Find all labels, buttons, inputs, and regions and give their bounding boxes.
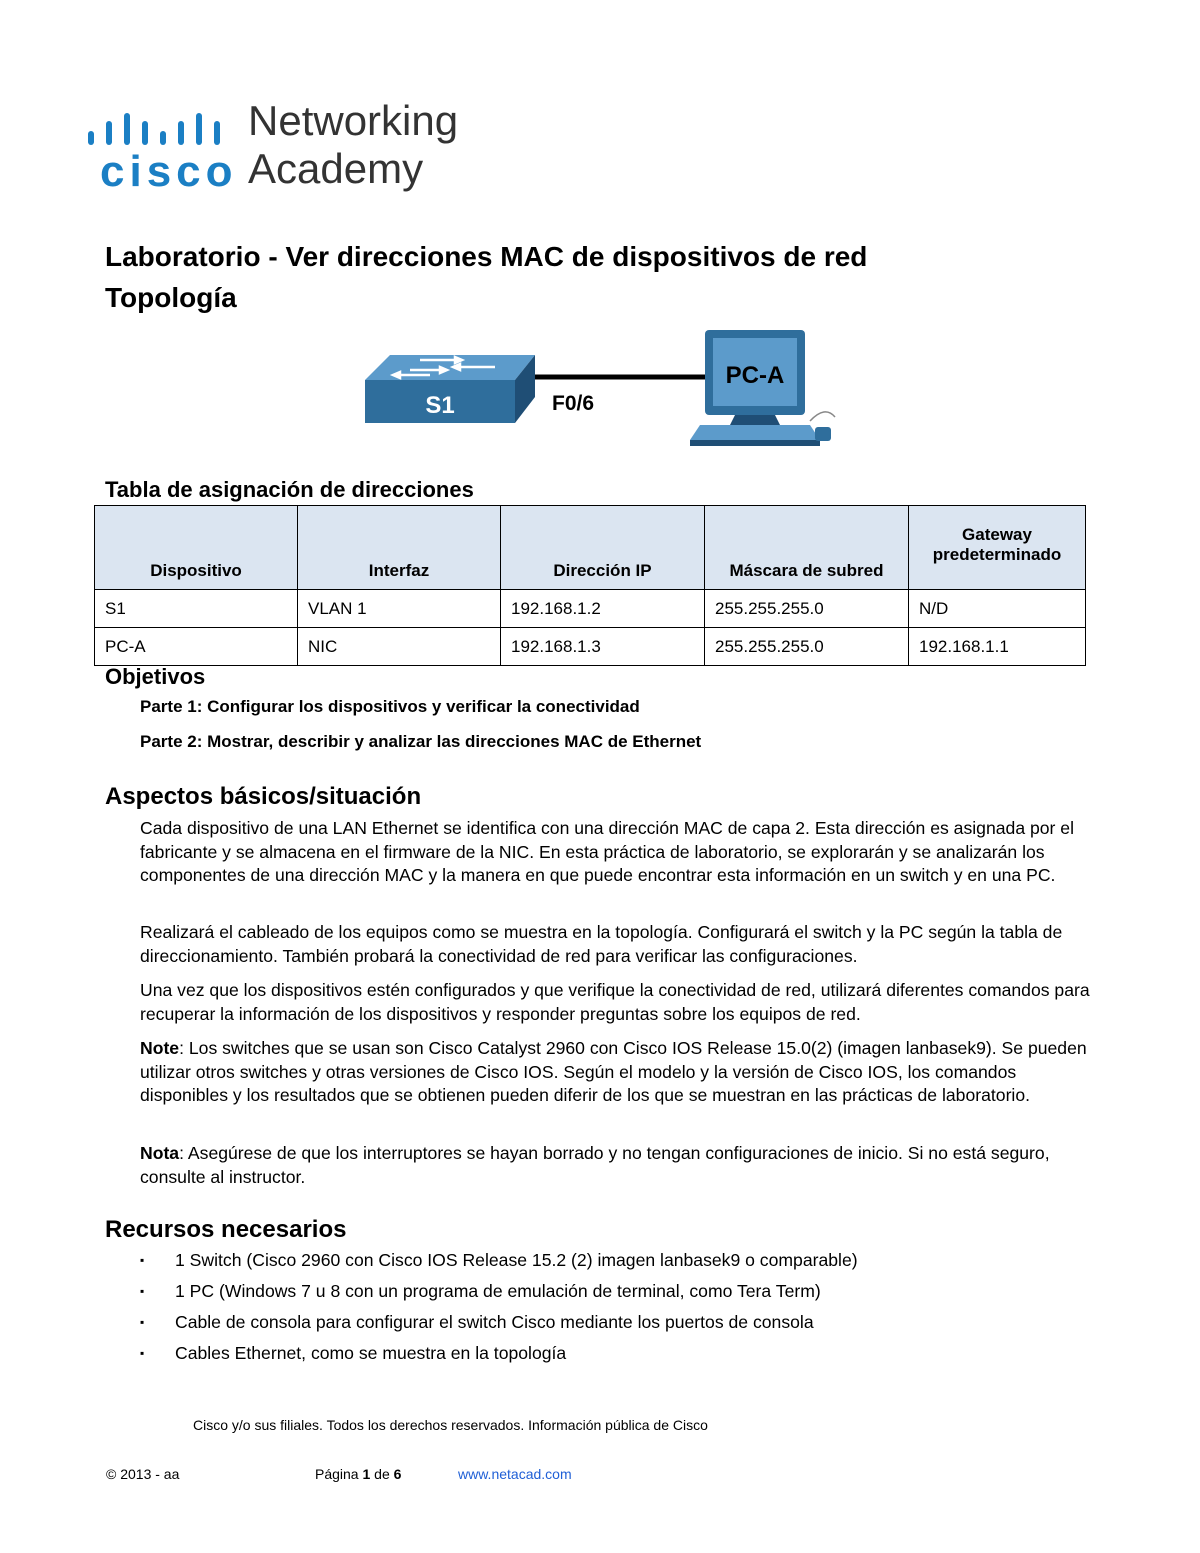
bullet-icon: ▪ — [140, 1315, 145, 1329]
background-paragraph-3: Una vez que los dispositivos estén configurados y que verifique la conectividad de red, utilizará diferentes comandos para recuperar la información de los dispositivos y responder preguntas sobre los equipos de red. — [140, 980, 1090, 1024]
topology-heading: Topología — [105, 282, 237, 313]
objective-item: Parte 1: Configurar los dispositivos y verificar la conectividad — [140, 697, 640, 716]
objectives-heading: Objetivos — [105, 664, 206, 689]
note-text: : Asegúrese de que los interruptores se hayan borrado y no tengan configuraciones de inicio. Si no está seguro, consulte al instructor. — [140, 1143, 1050, 1187]
objective-item: Parte 2: Mostrar, describir y analizar las direcciones MAC de Ethernet — [140, 732, 702, 751]
column-header: Dispositivo — [95, 506, 298, 590]
bullet-icon: ▪ — [140, 1253, 145, 1267]
port-label: F0/6 — [552, 392, 595, 415]
table-cell: VLAN 1 — [298, 590, 501, 628]
addressing-table — [94, 505, 1086, 666]
table-cell: 192.168.1.2 — [501, 590, 705, 628]
column-header: Gateway predeterminado — [909, 506, 1086, 590]
table-cell: N/D — [909, 590, 1086, 628]
note-paragraph-2 — [140, 1142, 1100, 1189]
footer-copyright: © 2013 - aa — [106, 1466, 180, 1482]
bullet-icon: ▪ — [140, 1284, 145, 1298]
cisco-bars-icon — [86, 111, 226, 151]
resources-list — [140, 1245, 858, 1369]
page-title: Laboratorio - Ver direcciones MAC de dispositivos de red — [105, 241, 868, 272]
table-cell: 192.168.1.3 — [501, 628, 705, 666]
background-paragraph-2: Realizará el cableado de los equipos como se muestra en la topología. Configurará el switch y la PC según la tabla de direccionamiento. También probará la conectividad de red para verificar las configuraciones. — [140, 922, 1063, 966]
table-row — [95, 628, 1086, 666]
note-label: Note — [140, 1038, 180, 1058]
resources-heading: Recursos necesarios — [105, 1216, 347, 1243]
footer-website-link[interactable]: www.netacad.com — [458, 1466, 572, 1482]
pc-label: PC-A — [725, 362, 785, 389]
logo-line-academy: Academy — [248, 145, 424, 192]
background-paragraph-1: Cada dispositivo de una LAN Ethernet se identifica con una dirección MAC de capa 2. Esta dirección es asignada por el fabricante y se almacena en el firmware de la NIC. En esta práctica de laboratorio, se explorarán y se analizarán los componentes de una dirección MAC y la manera en que puede encontrar esta información en un switch y en una PC. — [140, 818, 1074, 885]
footer-rights: Cisco y/o sus filiales. Todos los derechos reservados. Información pública de Cisco — [193, 1417, 708, 1433]
table-header-row — [95, 506, 1086, 590]
list-item: ▪ Cables Ethernet, como se muestra en la topología — [140, 1338, 858, 1369]
column-header: Interfaz — [298, 506, 501, 590]
note-text: : Los switches que se usan son Cisco Catalyst 2960 con Cisco IOS Release 15.0(2) (imagen lanbasek9). Se pueden utilizar otros switches y otras versiones de Cisco IOS. Según el modelo y la versión de Cisco IOS, los comandos disponibles y los resultados que se obtienen pueden diferir de los que se muestran en las prácticas de laboratorio. — [140, 1038, 1087, 1105]
background-heading: Aspectos básicos/situación — [105, 783, 422, 810]
table-cell: 255.255.255.0 — [705, 590, 909, 628]
column-header: Dirección IP — [501, 506, 705, 590]
table-cell: PC-A — [95, 628, 298, 666]
table-row — [95, 590, 1086, 628]
table-cell: S1 — [95, 590, 298, 628]
column-header: Máscara de subred — [705, 506, 909, 590]
logo-line-networking: Networking — [248, 97, 459, 144]
note-label: Nota — [140, 1143, 180, 1163]
cisco-networking-academy-logo — [86, 97, 506, 200]
cisco-wordmark: cisco — [100, 147, 238, 196]
copyright-icon: © — [106, 1466, 117, 1482]
switch-label: S1 — [425, 392, 455, 419]
addressing-table-heading: Tabla de asignación de direcciones — [105, 477, 474, 502]
table-cell: 192.168.1.1 — [909, 628, 1086, 666]
bullet-icon: ▪ — [140, 1346, 145, 1360]
footer-page-number: Página 1 de 6 — [315, 1466, 402, 1482]
list-item: ▪ 1 Switch (Cisco 2960 con Cisco IOS Release 15.2 (2) imagen lanbasek9 o comparable) — [140, 1245, 858, 1276]
topology-diagram — [360, 325, 850, 455]
list-item: ▪ 1 PC (Windows 7 u 8 con un programa de emulación de terminal, como Tera Term) — [140, 1276, 858, 1307]
table-cell: NIC — [298, 628, 501, 666]
list-item: ▪ Cable de consola para configurar el switch Cisco mediante los puertos de consola — [140, 1307, 858, 1338]
note-paragraph-1 — [140, 1037, 1100, 1108]
table-cell: 255.255.255.0 — [705, 628, 909, 666]
